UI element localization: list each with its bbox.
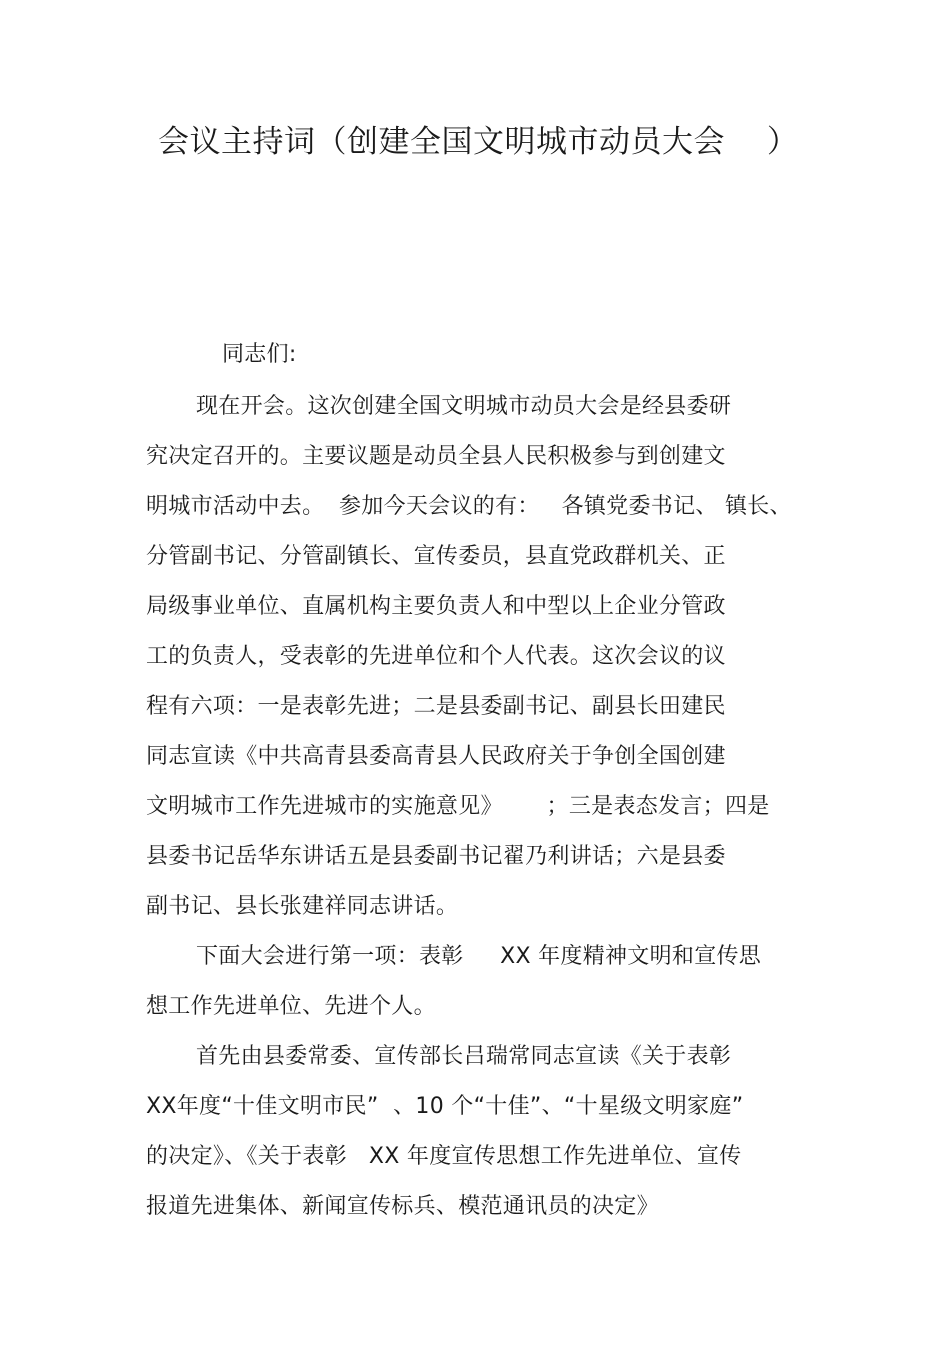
paragraph-line: 工的负责人，受表彰的先进单位和个人代表。这次会议的议 [146, 644, 726, 669]
paragraph-line: 分管副书记、分管副镇长、宣传委员，县直党政群机关、正 [146, 544, 726, 569]
document-title: 会议主持词（创建全国文明城市动员大会 ） [158, 124, 799, 160]
paragraph-line: 局级事业单位、直属机构主要负责人和中型以上企业分管政 [146, 594, 726, 619]
paragraph-line: 县委书记岳华东讲话五是县委副书记翟乃利讲话；六是县委 [146, 844, 726, 869]
paragraph-line: 下面大会进行第一项：表彰 XX 年度精神文明和宣传思 [196, 944, 762, 969]
salutation-line: 同志们: [222, 342, 297, 367]
paragraph-line: 想工作先进单位、先进个人。 [146, 994, 436, 1019]
paragraph-line: 首先由县委常委、宣传部长吕瑞常同志宣读《关于表彰 [196, 1044, 732, 1069]
paragraph-line: 副书记、县长张建祥同志讲话。 [146, 894, 459, 919]
paragraph-line: 究决定召开的。主要议题是动员全县人民积极参与到创建文 [146, 444, 726, 469]
paragraph-line: 同志宣读《中共高青县委高青县人民政府关于争创全国创建 [146, 744, 726, 769]
paragraph-line: 现在开会。这次创建全国文明城市动员大会是经县委研 [196, 394, 732, 419]
paragraph-line: 文明城市工作先进城市的实施意见》 ；三是表态发言；四是 [146, 794, 770, 819]
paragraph-line: 报道先进集体、新闻宣传标兵、模范通讯员的决定》 [146, 1194, 659, 1219]
paragraph-line: 的决定》、《关于表彰 XX 年度宣传思想工作先进单位、宣传 [146, 1144, 742, 1169]
paragraph-line: 程有六项：一是表彰先进；二是县委副书记、副县长田建民 [146, 694, 726, 719]
paragraph-line: XX年度“十佳文明市民” 、10 个“十佳”、“十星级文明家庭” [146, 1094, 744, 1119]
paragraph-line: 明城市活动中去。 参加今天会议的有： 各镇党委书记、 镇长、 [146, 494, 792, 519]
